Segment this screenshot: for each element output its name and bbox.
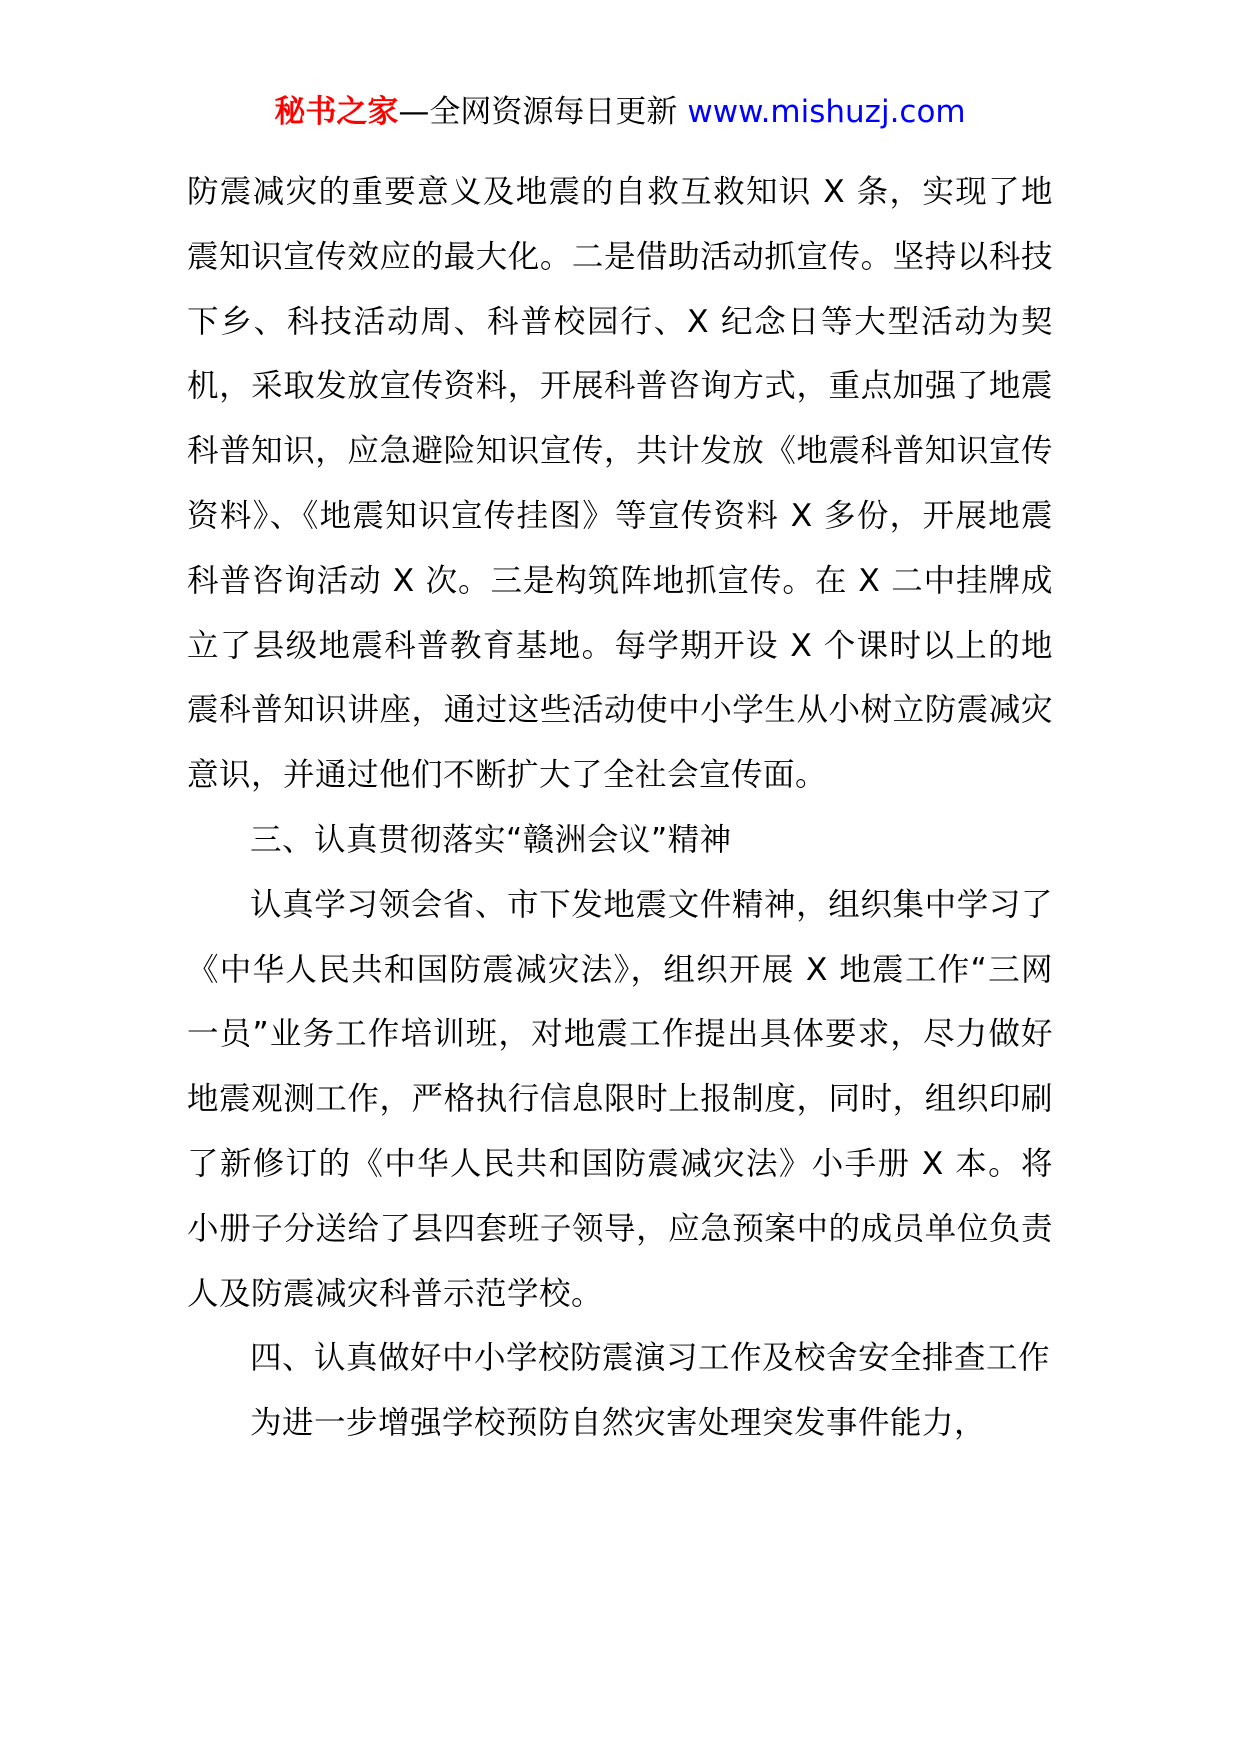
site-tagline: —全网资源每日更新 — [398, 94, 678, 130]
section-heading-4: 四、认真做好中小学校防震演习工作及校舍安全排查工作 — [250, 1340, 1051, 1377]
page-header — [0, 92, 1240, 132]
paragraph-section-4: 为进一步增强学校预防自然灾害处理突发事件能力， — [250, 1405, 987, 1442]
site-brand: 秘书之家 — [274, 94, 399, 130]
document-body — [187, 160, 1053, 1456]
paragraph-continued: 防震减灾的重要意义及地震的自救互救知识 X 条，实现了地震知识宣传效应的最大化。二是借助活动抓宣传。坚持以科技下乡、科技活动周、科普校园行、X 纪念日等大型活动为契机，采取发放宣传资料，开展科普咨询方式，重点加强了地震科普知识，应急避险知识宣传，共计发放《地震科普知识宣传资料》、《地震知识宣传挂图》等宣传资料 X 多份，开展地震科普咨询活动 X 次。三是构筑阵地抓宣传。在 X 二中挂牌成立了县级地震科普教育基地。每学期开设 X 个课时以上的地震科普知识讲座，通过这些活动使中小学生从小树立防震减灾意识，并通过他们不断扩大了全社会宣传面。 — [187, 174, 1053, 794]
site-url-link[interactable]: www.mishuzj.com — [687, 94, 966, 130]
section-heading-3: 三、认真贯彻落实“赣洲会议”精神 — [250, 821, 732, 858]
paragraph-section-3: 认真学习领会省、市下发地震文件精神，组织集中学习了《中华人民共和国防震减灾法》，组织开展 X 地震工作“三网一员”业务工作培训班，对地震工作提出具体要求，尽力做好地震观测工作，严格执行信息限时上报制度，同时，组织印刷了新修订的《中华人民共和国防震减灾法》小手册 X 本。将小册子分送给了县四套班子领导，应急预案中的成员单位负责人及防震减灾科普示范学校。 — [187, 886, 1053, 1312]
